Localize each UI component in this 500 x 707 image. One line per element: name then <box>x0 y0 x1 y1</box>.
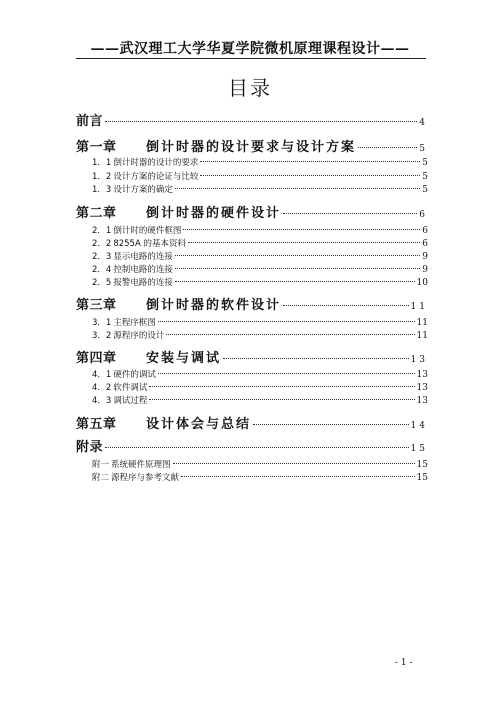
toc-section-entry[interactable] <box>76 381 428 393</box>
toc-chapter-entry[interactable] <box>76 347 428 366</box>
entry-title: 8255A 的基本资料 <box>113 239 186 249</box>
entry-page-number: 13 <box>410 355 428 365</box>
entry-number: 第一章 <box>76 140 117 155</box>
dot-leader <box>358 147 417 148</box>
entry-number: 前言 <box>76 114 104 129</box>
entry-title: 倒计时器的设计要求与设计方案 <box>146 140 357 155</box>
dot-leader <box>181 476 415 477</box>
entry-page-number: 5 <box>422 185 428 195</box>
entry-title: 源程序的设计 <box>113 331 165 341</box>
entry-page-number: 5 <box>422 172 428 182</box>
entry-number: 4．2 <box>92 383 112 393</box>
dot-leader <box>166 334 414 335</box>
entry-number: 第五章 <box>76 417 117 432</box>
entry-page-number: 11 <box>416 318 428 328</box>
entry-page-number: 11 <box>416 331 428 341</box>
entry-title: 软件调试 <box>113 383 148 393</box>
entry-number: 附二 <box>92 473 110 483</box>
entry-number: 2．3 <box>92 252 112 262</box>
dot-leader <box>200 175 420 176</box>
page-number: - 1 - <box>395 658 413 668</box>
toc-section-entry[interactable] <box>76 237 428 249</box>
entry-title: 设计方案的论证与比较 <box>113 172 199 182</box>
toc-chapter-entry[interactable] <box>76 202 428 221</box>
dot-leader <box>188 242 420 243</box>
entry-page-number: 11 <box>410 302 428 312</box>
toc-section-entry[interactable] <box>76 183 428 195</box>
running-header: ——武汉理工大学华夏学院微机原理课程设计—— <box>90 41 410 57</box>
dot-leader <box>105 121 417 122</box>
entry-number: 2．2 <box>92 239 112 249</box>
toc-section-entry[interactable] <box>76 156 428 168</box>
dot-leader <box>175 281 415 282</box>
entry-number: 2．4 <box>92 265 112 275</box>
entry-title: 硬件的调试 <box>113 370 156 380</box>
entry-title: 系统硬件原理图 <box>111 460 171 470</box>
entry-title: 设计方案的确定 <box>113 185 173 195</box>
toc-chapter-entry[interactable] <box>76 294 428 313</box>
dot-leader <box>200 161 420 162</box>
entry-page-number: 5 <box>422 158 428 168</box>
dot-leader <box>183 229 420 230</box>
entry-title: 倒计时器的设计的要求 <box>113 158 199 168</box>
entry-number: 2．5 <box>92 278 112 288</box>
entry-page-number: 9 <box>422 265 428 275</box>
entry-page-number: 10 <box>416 278 428 288</box>
entry-title: 安装与调试 <box>146 351 222 366</box>
entry-page-number: 15 <box>416 460 428 470</box>
toc-section-entry[interactable] <box>76 170 428 182</box>
entry-page-number: 9 <box>422 252 428 262</box>
toc-section-entry[interactable] <box>76 316 428 328</box>
toc-chapter-entry[interactable] <box>76 136 428 155</box>
dot-leader <box>175 188 420 189</box>
dot-leader <box>173 463 415 464</box>
entry-title: 倒计时器的软件设计 <box>146 298 282 313</box>
entry-title: 报警电路的连接 <box>113 278 173 288</box>
toc-section-entry[interactable] <box>76 263 428 275</box>
entry-page-number: 15 <box>416 473 428 483</box>
entry-title: 设计体会与总结 <box>146 417 252 432</box>
entry-page-number: 13 <box>416 396 428 406</box>
toc-title: 目录 <box>228 76 272 100</box>
entry-number: 附一 <box>92 460 110 470</box>
dot-leader <box>105 447 409 448</box>
entry-page-number: 5 <box>419 144 428 154</box>
toc-section-entry[interactable] <box>76 250 428 262</box>
toc-chapter-entry[interactable] <box>76 413 428 432</box>
dot-leader <box>175 268 420 269</box>
dot-leader <box>158 373 415 374</box>
entry-number: 1．2 <box>92 172 112 182</box>
dot-leader <box>283 213 417 214</box>
dot-leader <box>149 399 414 400</box>
entry-number: 第四章 <box>76 351 117 366</box>
toc-section-entry[interactable] <box>76 368 428 380</box>
toc-chapter-entry[interactable] <box>76 110 428 129</box>
entry-page-number: 13 <box>416 370 428 380</box>
header-rule <box>76 58 426 59</box>
dot-leader <box>175 255 420 256</box>
entry-page-number: 13 <box>416 383 428 393</box>
entry-title: 控制电路的连接 <box>113 265 173 275</box>
entry-page-number: 6 <box>422 239 428 249</box>
entry-title: 主程序框图 <box>113 318 156 328</box>
entry-title: 显示电路的连接 <box>113 252 173 262</box>
toc-section-entry[interactable] <box>76 458 428 470</box>
toc-section-entry[interactable] <box>76 224 428 236</box>
entry-number: 1．3 <box>92 185 112 195</box>
toc-section-entry[interactable] <box>76 394 428 406</box>
entry-number: 4．3 <box>92 396 112 406</box>
entry-page-number: 6 <box>422 226 428 236</box>
entry-number: 2．1 <box>92 226 112 236</box>
dot-leader <box>158 321 415 322</box>
entry-number: 附录 <box>76 440 104 455</box>
entry-number: 第三章 <box>76 298 117 313</box>
entry-title: 倒计时器的硬件设计 <box>146 206 282 221</box>
entry-title: 倒计时的硬件框图 <box>113 226 182 236</box>
dot-leader <box>223 358 409 359</box>
dot-leader <box>149 386 414 387</box>
entry-number: 3．2 <box>92 331 112 341</box>
entry-page-number: 14 <box>410 421 428 431</box>
toc-chapter-entry[interactable] <box>76 436 428 455</box>
entry-number: 4．1 <box>92 370 112 380</box>
entry-number: 第二章 <box>76 206 117 221</box>
toc-section-entry[interactable] <box>76 471 428 483</box>
entry-number: 3．1 <box>92 318 112 328</box>
dot-leader <box>253 424 409 425</box>
entry-page-number: 15 <box>410 444 428 454</box>
entry-page-number: 4 <box>419 118 428 128</box>
entry-title: 调试过程 <box>113 396 148 406</box>
dot-leader <box>283 305 409 306</box>
entry-number: 1．1 <box>92 158 112 168</box>
toc-section-entry[interactable] <box>76 276 428 288</box>
entry-page-number: 6 <box>419 210 428 220</box>
entry-title: 源程序与参考文献 <box>111 473 180 483</box>
toc-section-entry[interactable] <box>76 329 428 341</box>
